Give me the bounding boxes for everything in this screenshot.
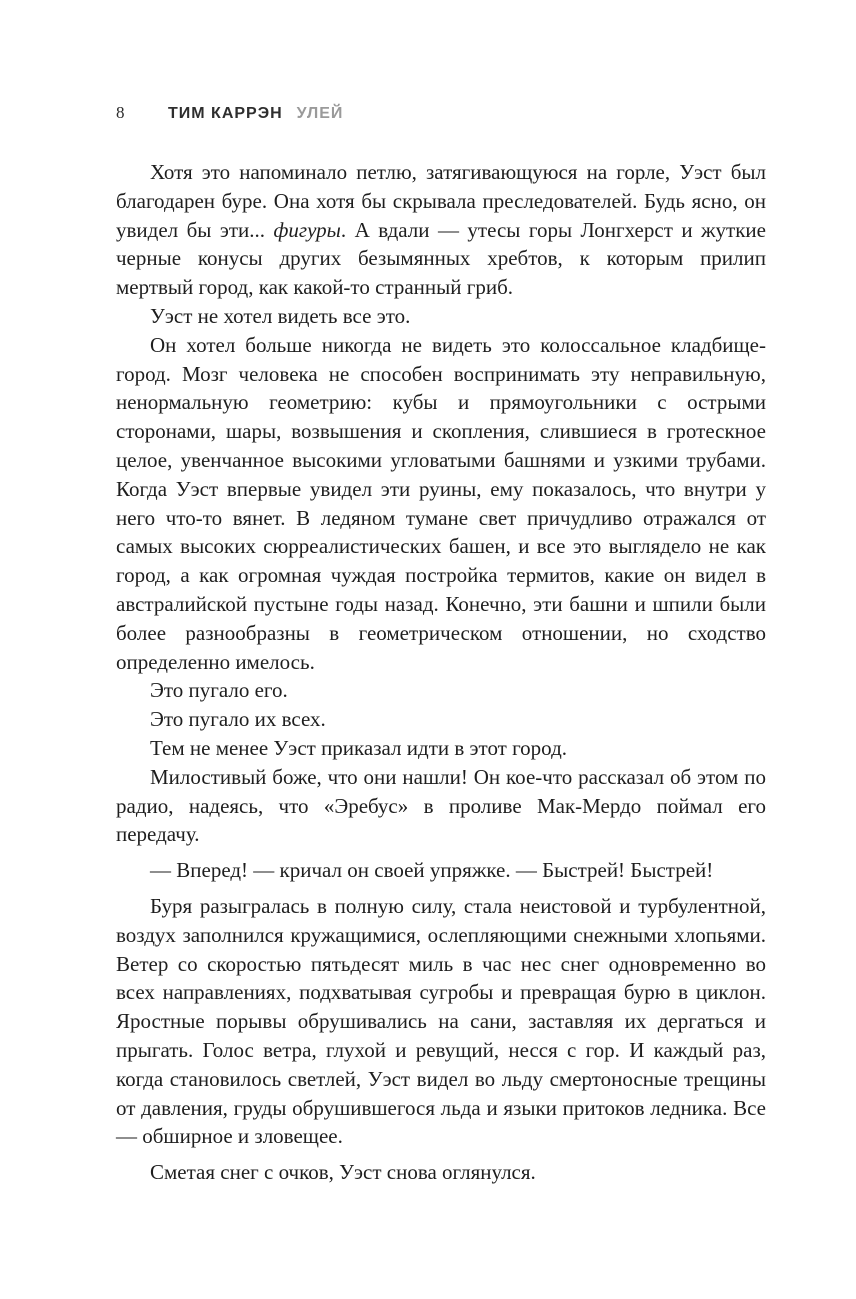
- paragraph-2: Уэст не хотел видеть все это.: [150, 303, 411, 328]
- paragraph-3: Он хотел больше никогда не видеть это колоссальное кладбище-город. Мозг человека не способен воспринимать эту неправильную, ненормальную геометрию: кубы и прямоугольники с острыми сторонами, шары, возвышения и скопления, слившиеся в гротескное целое, увенчанное высокими угловатыми башнями и узкими трубами. Когда Уэст впервые увидел эти руины, ему показалось, что внутри у него что-то вянет. В ледяном тумане свет причудливо отражался от самых высоких сюрреалистических башен, и все это выглядело не как город, а как огромная чуждая постройка термитов, какие он видел в австралийской пустыне годы назад. Конечно, эти башни и шпили были более разнообразны в геометрическом отношении, но сходство определенно имелось.: [116, 332, 766, 674]
- paragraph-text: Хотя это напоминало петлю, затягивающуюся на горле, Уэст был благодарен буре. Она хотя бы скрывала преследователей. Будь ясно, он увидел бы эти...: [116, 160, 766, 242]
- paragraph-1: [116, 158, 766, 302]
- italic-word: фигуры: [273, 217, 341, 242]
- paragraph-6: Тем не менее Уэст приказал идти в этот город.: [150, 735, 568, 760]
- author-name: ТИМ КАРРЭН: [168, 105, 283, 122]
- paragraph-10: Сметая снег с очков, Уэст снова оглянулся.: [150, 1160, 536, 1185]
- book-title: УЛЕЙ: [296, 105, 344, 122]
- running-header: [116, 103, 766, 123]
- paragraph-8: — Вперед! — кричал он своей упряжке. — Быстрей! Быстрей!: [150, 858, 714, 883]
- page-number: 8: [116, 103, 125, 122]
- paragraph-7: Милостивый боже, что они нашли! Он кое-что рассказал об этом по радио, надеясь, что «Эребус» в проливе Мак-Мердо поймал его передачу.: [116, 764, 766, 847]
- paragraph-5: Это пугало их всех.: [150, 707, 326, 732]
- paragraph-4: Это пугало его.: [150, 678, 288, 703]
- paragraph-9: Буря разыгралась в полную силу, стала неистовой и турбулентной, воздух заполнился кружащимися, ослепляющими снежными хлопьями. Ветер со скоростью пятьдесят миль в час нес снег одновременно во всех направлениях, подхватывая сугробы и превращая бурю в циклон. Яростные порывы обрушивались на сани, заставляя их дергаться и прыгать. Голос ветра, глухой и ревущий, несся с гор. И каждый раз, когда становилось светлей, Уэст видел во льду смертоносные трещины от давления, груды обрушившегося льда и языки притоков ледника. Все — обширное и зловещее.: [116, 893, 766, 1149]
- page-body: [116, 158, 766, 1187]
- paragraph-text: . А вдали — утесы горы Лонгхерст и жуткие черные конусы других безымянных хребтов, к которым прилип мертвый город, как какой-то странный гриб.: [116, 217, 766, 300]
